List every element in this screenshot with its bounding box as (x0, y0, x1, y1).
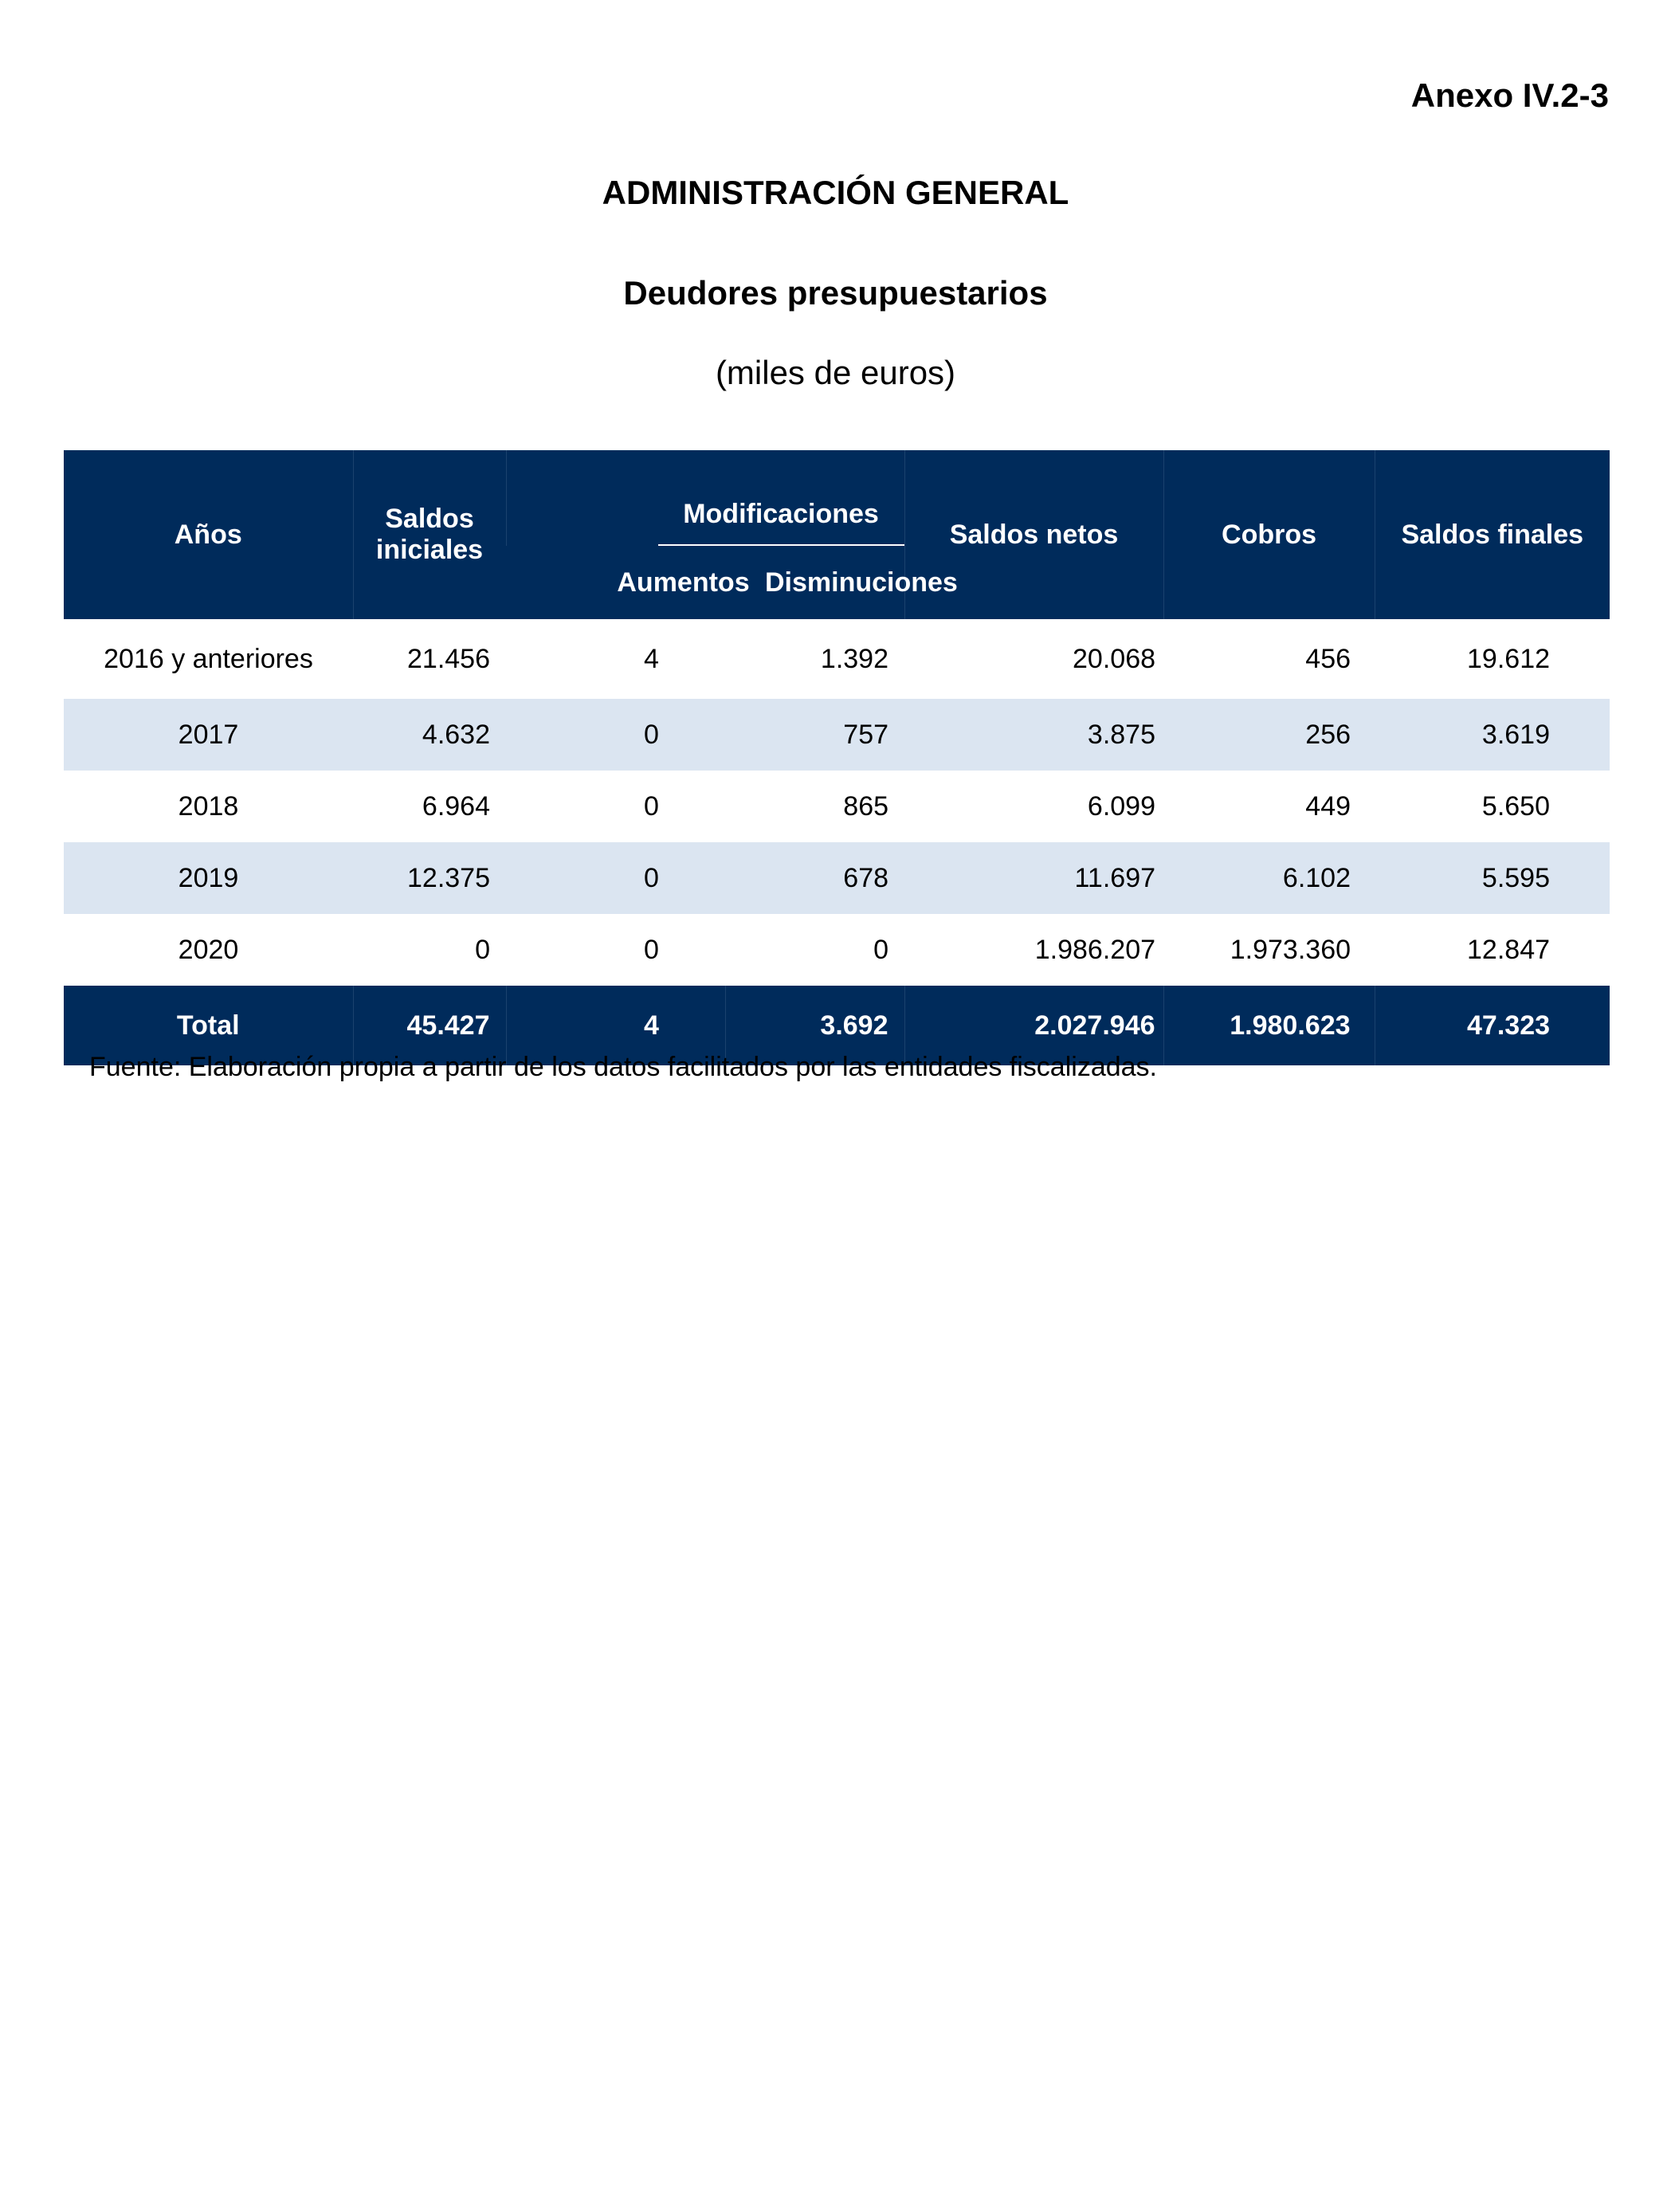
cell-cobros: 256 (1163, 699, 1375, 771)
cell-anio: 2018 (178, 790, 239, 822)
table-row (64, 699, 1610, 771)
cell-anio: 2019 (64, 842, 353, 914)
table-row (64, 914, 1610, 986)
source-note: Fuente: Elaboración propia a partir de los datos facilitados por las entidades fiscalizadas. (89, 1052, 1157, 1082)
total-label: Total (64, 986, 353, 1065)
header-saldos-netos: Saldos netos (904, 450, 1163, 619)
cell-aumentos: 0 (506, 842, 725, 914)
units-label: (miles de euros) (715, 354, 956, 391)
header-aumentos-label: Aumentos (617, 567, 750, 598)
cell-disminuciones (725, 842, 904, 914)
cell-cobros: 449 (1305, 790, 1351, 822)
cell-cobros: 456 (1305, 643, 1351, 674)
cell-saldos-iniciales: 12.375 (353, 842, 506, 914)
cell-saldos-finales: 12.847 (1467, 934, 1551, 965)
cell-disminuciones (725, 699, 904, 771)
cell-disminuciones (725, 771, 904, 842)
page-title: ADMINISTRACIÓN GENERAL (602, 174, 1069, 211)
table-subtitle: Deudores presupuestarios (623, 274, 1048, 312)
modificaciones-divider (658, 544, 904, 546)
cell-aumentos: 0 (506, 699, 725, 771)
header-modificaciones (506, 450, 904, 546)
header-disminuciones-label: Disminuciones (765, 567, 958, 598)
cell-saldos-netos: 20.068 (1073, 643, 1156, 674)
debtors-table-container (64, 450, 1610, 1065)
cell-cobros: 1.973.360 (1230, 934, 1351, 965)
cell-aumentos: 0 (644, 934, 659, 965)
cell-saldos-netos: 3.875 (904, 699, 1163, 771)
cell-saldos-iniciales: 0 (475, 934, 490, 965)
cell-disminuciones-value: 678 (843, 862, 889, 893)
cell-saldos-finales: 5.650 (1481, 790, 1551, 822)
cell-aumentos: 4 (644, 643, 659, 674)
annex-label: Anexo IV.2-3 (1410, 76, 1609, 114)
cell-disminuciones-value: 1.392 (820, 643, 889, 674)
cell-disminuciones (725, 619, 904, 699)
cell-disminuciones-value: 0 (873, 934, 889, 965)
cell-saldos-iniciales: 21.456 (407, 643, 490, 674)
cell-saldos-finales: 19.612 (1467, 643, 1551, 674)
header-anos: Años (64, 450, 353, 619)
table-body (64, 619, 1610, 1065)
table-row (64, 842, 1610, 914)
cell-anio: 2020 (178, 934, 239, 965)
cell-cobros: 6.102 (1163, 842, 1375, 914)
header-disminuciones (725, 546, 958, 619)
cell-disminuciones (725, 914, 904, 986)
cell-anio: 2017 (64, 699, 353, 771)
cell-saldos-iniciales: 4.632 (353, 699, 506, 771)
total-saldos-netos: 2.027.946 (904, 986, 1163, 1065)
total-saldos-finales: 47.323 (1375, 986, 1610, 1065)
cell-saldos-finales: 5.595 (1375, 842, 1610, 914)
cell-aumentos: 0 (644, 790, 659, 822)
table-row (64, 619, 1610, 699)
cell-saldos-iniciales: 6.964 (422, 790, 490, 822)
header-saldos-iniciales (353, 450, 506, 619)
header-saldos-iniciales-line2: iniciales (375, 535, 484, 565)
cell-anio: 2016 y anteriores (104, 643, 313, 674)
cell-disminuciones-value: 865 (843, 790, 889, 822)
header-modificaciones-label: Modificaciones (683, 499, 879, 529)
cell-saldos-netos: 1.986.207 (1034, 934, 1156, 965)
cell-saldos-finales: 3.619 (1375, 699, 1610, 771)
header-aumentos (506, 546, 750, 619)
total-saldos-iniciales: 45.427 (353, 986, 506, 1065)
total-disminuciones-value: 3.692 (820, 1010, 888, 1041)
cell-saldos-netos: 11.697 (904, 842, 1163, 914)
debtors-table (64, 450, 1610, 1065)
cell-disminuciones-value: 757 (843, 719, 889, 750)
table-header (64, 450, 1610, 619)
total-aumentos: 4 (506, 986, 725, 1065)
header-saldos-finales: Saldos finales (1375, 450, 1610, 619)
cell-saldos-netos: 6.099 (1087, 790, 1156, 822)
total-cobros: 1.980.623 (1163, 986, 1375, 1065)
table-row (64, 771, 1610, 842)
header-saldos-iniciales-line1: Saldos (385, 504, 474, 534)
header-cobros: Cobros (1163, 450, 1375, 619)
